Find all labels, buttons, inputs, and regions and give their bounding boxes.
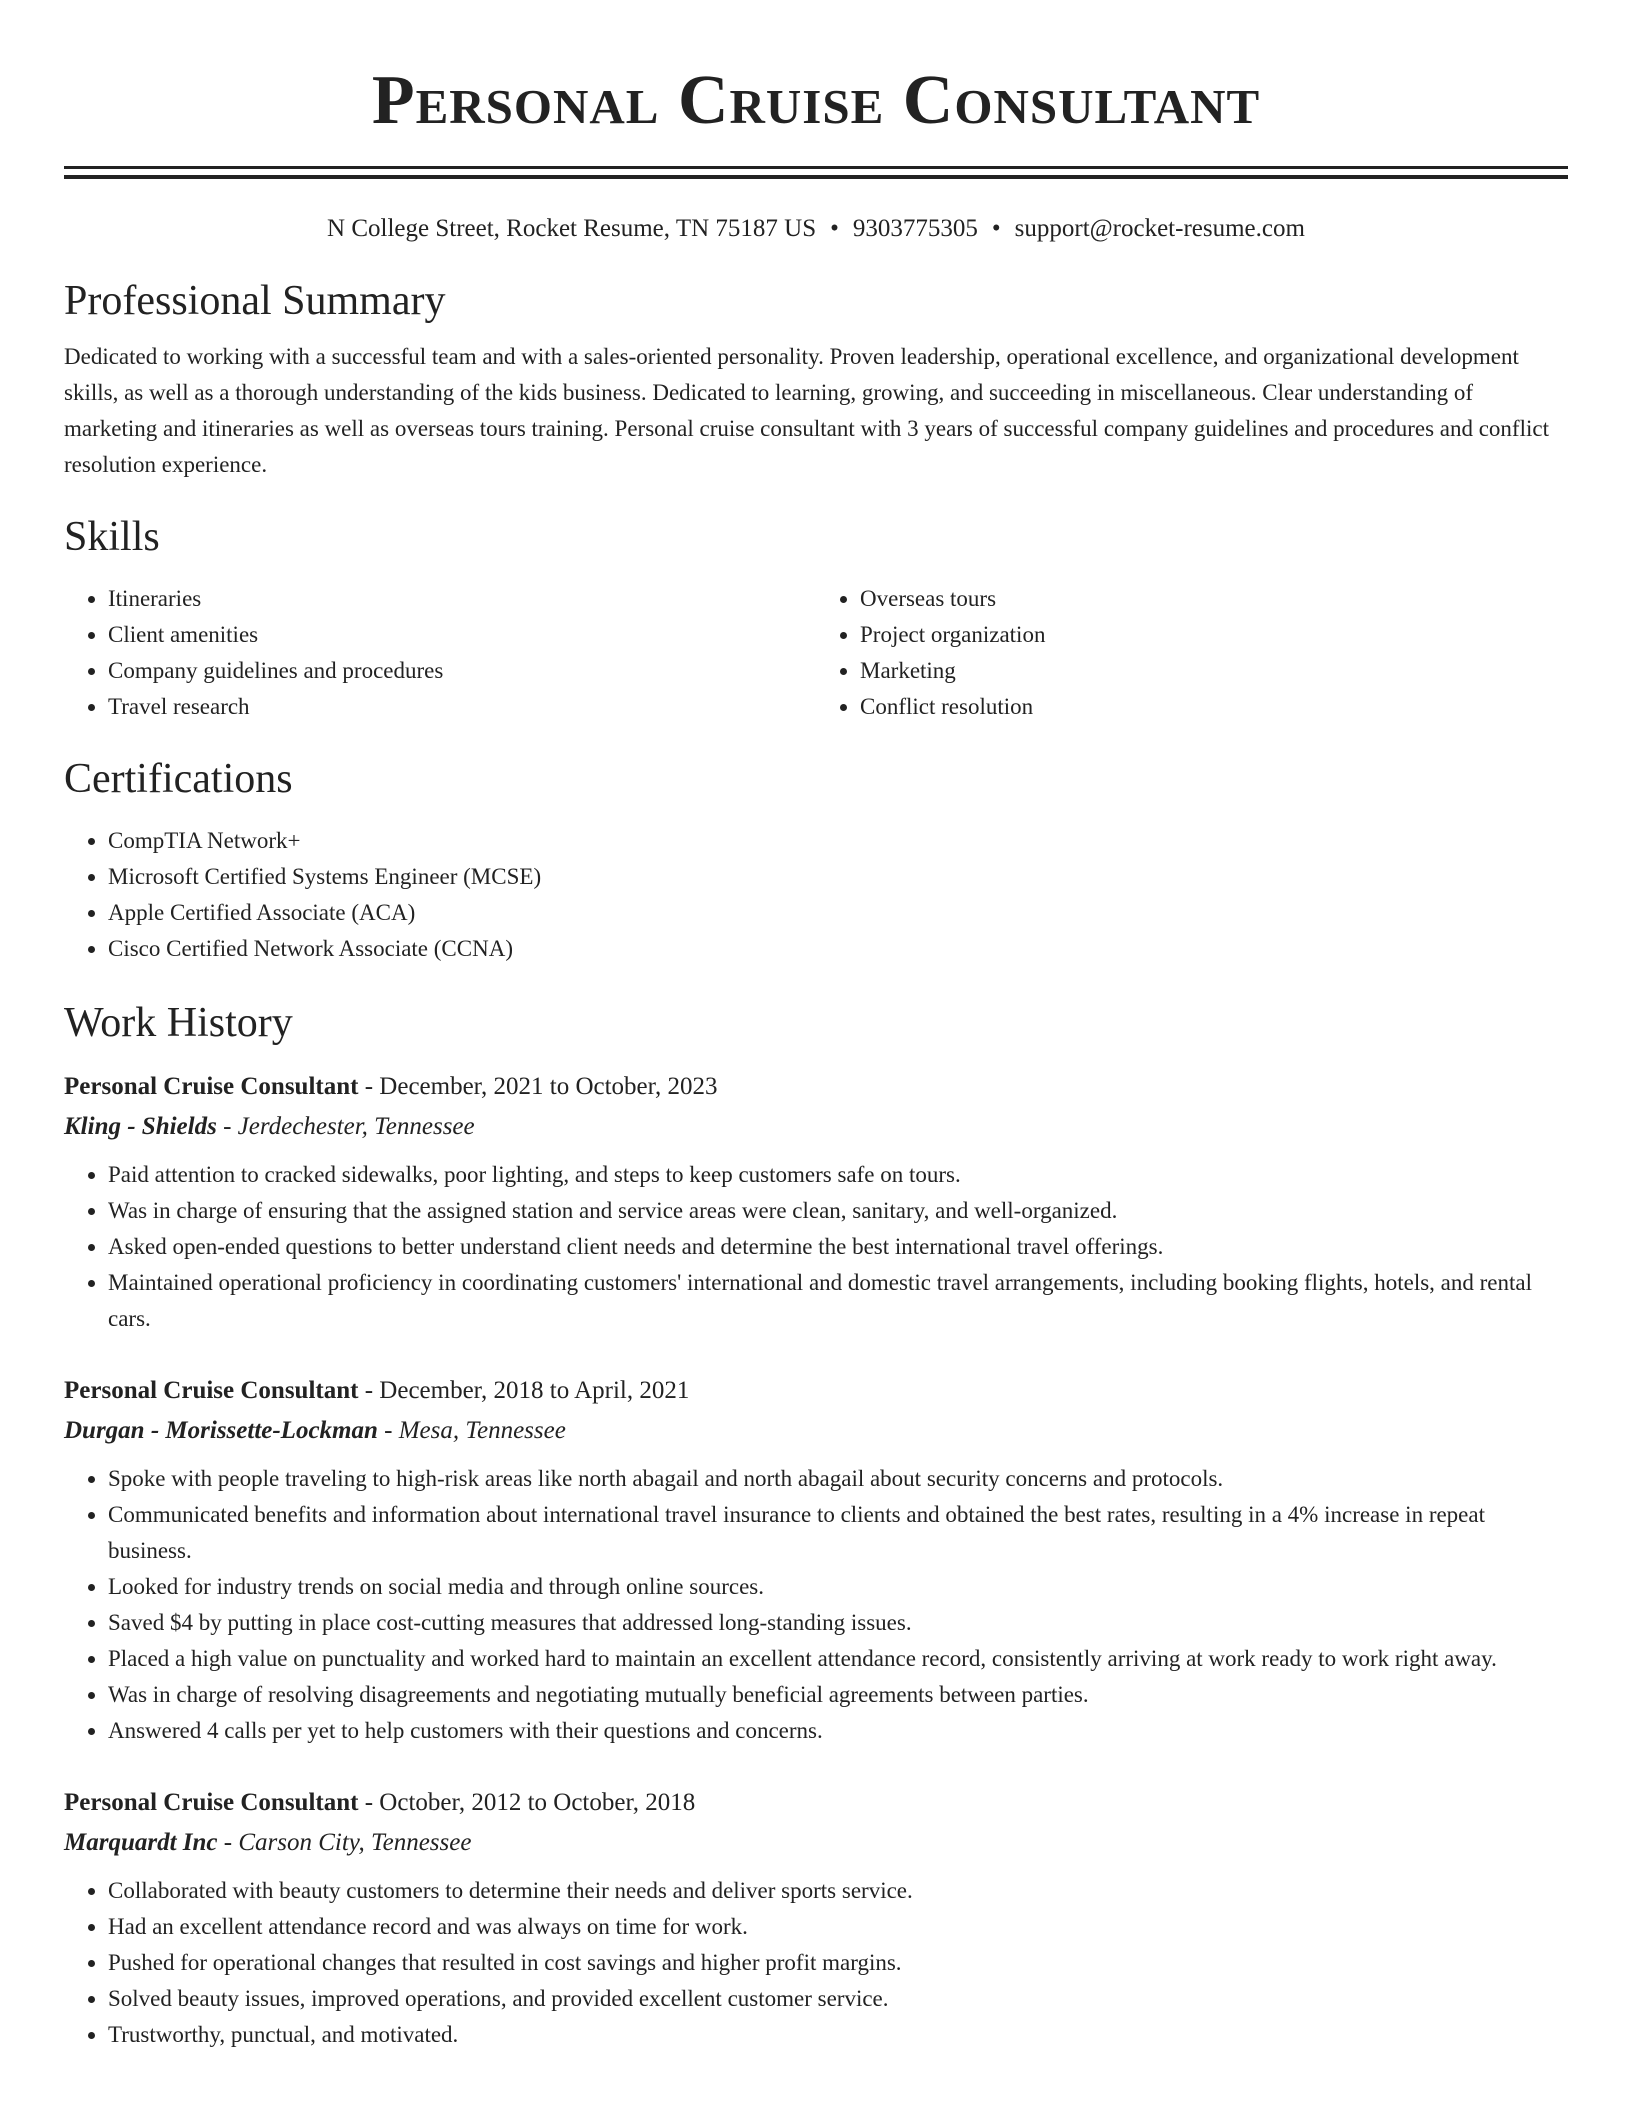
job-location: Jerdechester, Tennessee: [237, 1113, 475, 1140]
job-bullet: • Maintained operational proficiency in coordinating customers' international and domestic travel arrangements, including booking flights, hotels, and rental cars.: [108, 1265, 1568, 1337]
job-title: Personal Cruise Consultant: [64, 1377, 359, 1404]
skill-item: • Project organization: [860, 617, 1568, 653]
skill-item: • Overseas tours: [860, 581, 1568, 617]
job-dates: December, 2018 to April, 2021: [379, 1377, 690, 1404]
job-company: Durgan - Morissette-Lockman: [64, 1417, 378, 1444]
job-title-line: [64, 1371, 1568, 1411]
skills-columns: [64, 581, 1568, 725]
contact-address: N College Street, Rocket Resume, TN 75187 US: [327, 215, 817, 242]
skills-list-left: [64, 581, 816, 725]
job-dash: -: [216, 1113, 238, 1140]
job-bullet: • Asked open-ended questions to better understand client needs and determine the best international travel offerings.: [108, 1229, 1568, 1265]
job-bullet: • Placed a high value on punctuality and worked hard to maintain an excellent attendance record, consistently arriving at work ready to work right away.: [108, 1641, 1568, 1677]
job-bullet: • Collaborated with beauty customers to determine their needs and deliver sports service.: [108, 1873, 1568, 1909]
contact-separator: •: [991, 215, 1001, 242]
job-bullets: [64, 1157, 1568, 1337]
job-location: Carson City, Tennessee: [238, 1829, 472, 1856]
job-title-line: [64, 1067, 1568, 1107]
job-location: Mesa, Tennessee: [398, 1417, 566, 1444]
job-bullet: • Solved beauty issues, improved operations, and provided excellent customer service.: [108, 1981, 1568, 2017]
skill-item: • Client amenities: [108, 617, 816, 653]
contact-email: support@rocket-resume.com: [1014, 215, 1305, 242]
job-title: Personal Cruise Consultant: [64, 1073, 359, 1100]
skill-item: • Travel research: [108, 689, 816, 725]
skills-list-right: [816, 581, 1568, 725]
job-bullet: • Looked for industry trends on social media and through online sources.: [108, 1569, 1568, 1605]
job-title-line: [64, 1783, 1568, 1823]
resume-name: Personal Cruise Consultant: [371, 62, 1261, 139]
contact-line: [64, 213, 1568, 245]
job-dates: December, 2021 to October, 2023: [379, 1073, 718, 1100]
job-dash: -: [377, 1417, 399, 1444]
job-bullets: [64, 1873, 1568, 2053]
job-bullet: • Was in charge of resolving disagreements and negotiating mutually beneficial agreements between parties.: [108, 1677, 1568, 1713]
certifications-heading: Certifications: [64, 756, 293, 802]
job-entry: [64, 1783, 1568, 2053]
job-title: Personal Cruise Consultant: [64, 1789, 359, 1816]
job-dash: -: [217, 1829, 239, 1856]
skill-item: • Itineraries: [108, 581, 816, 617]
skill-item: • Conflict resolution: [860, 689, 1568, 725]
certification-item: • CompTIA Network+: [108, 823, 1568, 859]
job-bullet: • Saved $4 by putting in place cost-cutting measures that addressed long-standing issues.: [108, 1605, 1568, 1641]
skill-item: • Marketing: [860, 653, 1568, 689]
contact-phone: 9303775305: [852, 215, 978, 242]
job-bullet: • Communicated benefits and information about international travel insurance to clients and obtained the best rates, resulting in a 4% increase in repeat business.: [108, 1497, 1568, 1569]
header-divider-thick: [64, 175, 1568, 179]
job-dash: -: [358, 1789, 380, 1816]
certification-item: • Microsoft Certified Systems Engineer (MCSE): [108, 859, 1568, 895]
skills-heading: Skills: [64, 514, 160, 560]
summary-heading: Professional Summary: [64, 278, 446, 324]
certifications-list: [64, 823, 1568, 967]
job-bullet: • Answered 4 calls per yet to help customers with their questions and concerns.: [108, 1713, 1568, 1749]
job-company-line: [64, 1823, 1568, 1863]
job-company-line: [64, 1107, 1568, 1147]
job-bullet: • Pushed for operational changes that resulted in cost savings and higher profit margins.: [108, 1945, 1568, 1981]
job-bullets: [64, 1461, 1568, 1749]
job-entry: [64, 1371, 1568, 1749]
job-bullet: • Spoke with people traveling to high-risk areas like north abagail and north abagail about security concerns and protocols.: [108, 1461, 1568, 1497]
job-dash: -: [358, 1377, 380, 1404]
certification-item: • Cisco Certified Network Associate (CCNA): [108, 931, 1568, 967]
job-bullet: • Paid attention to cracked sidewalks, poor lighting, and steps to keep customers safe on tours.: [108, 1157, 1568, 1193]
header-divider-thin: [64, 166, 1568, 169]
job-company: Marquardt Inc: [64, 1829, 218, 1856]
job-bullet: • Had an excellent attendance record and was always on time for work.: [108, 1909, 1568, 1945]
job-dates: October, 2012 to October, 2018: [379, 1789, 696, 1816]
certification-item: • Apple Certified Associate (ACA): [108, 895, 1568, 931]
summary-text: Dedicated to working with a successful team and with a sales-oriented personality. Proven leadership, operational excellence, and organizational development skills, as well as a thorough understanding of the kids business. Dedicated to learning, growing, and succeeding in miscellaneous. Clear understanding of marketing and itineraries as well as overseas tours training. Personal cruise consultant with 3 years of successful company guidelines and procedures and conflict resolution experience.: [64, 344, 1549, 477]
job-entry: [64, 1067, 1568, 1337]
contact-separator: •: [830, 215, 839, 242]
job-bullet: • Trustworthy, punctual, and motivated.: [108, 2017, 1568, 2053]
job-company-line: [64, 1411, 1568, 1451]
work-history-heading: Work History: [64, 1000, 293, 1046]
job-bullet: • Was in charge of ensuring that the assigned station and service areas were clean, sanitary, and well-organized.: [108, 1193, 1568, 1229]
skill-item: • Company guidelines and procedures: [108, 653, 816, 689]
job-company: Kling - Shields: [64, 1113, 217, 1140]
job-dash: -: [358, 1073, 380, 1100]
